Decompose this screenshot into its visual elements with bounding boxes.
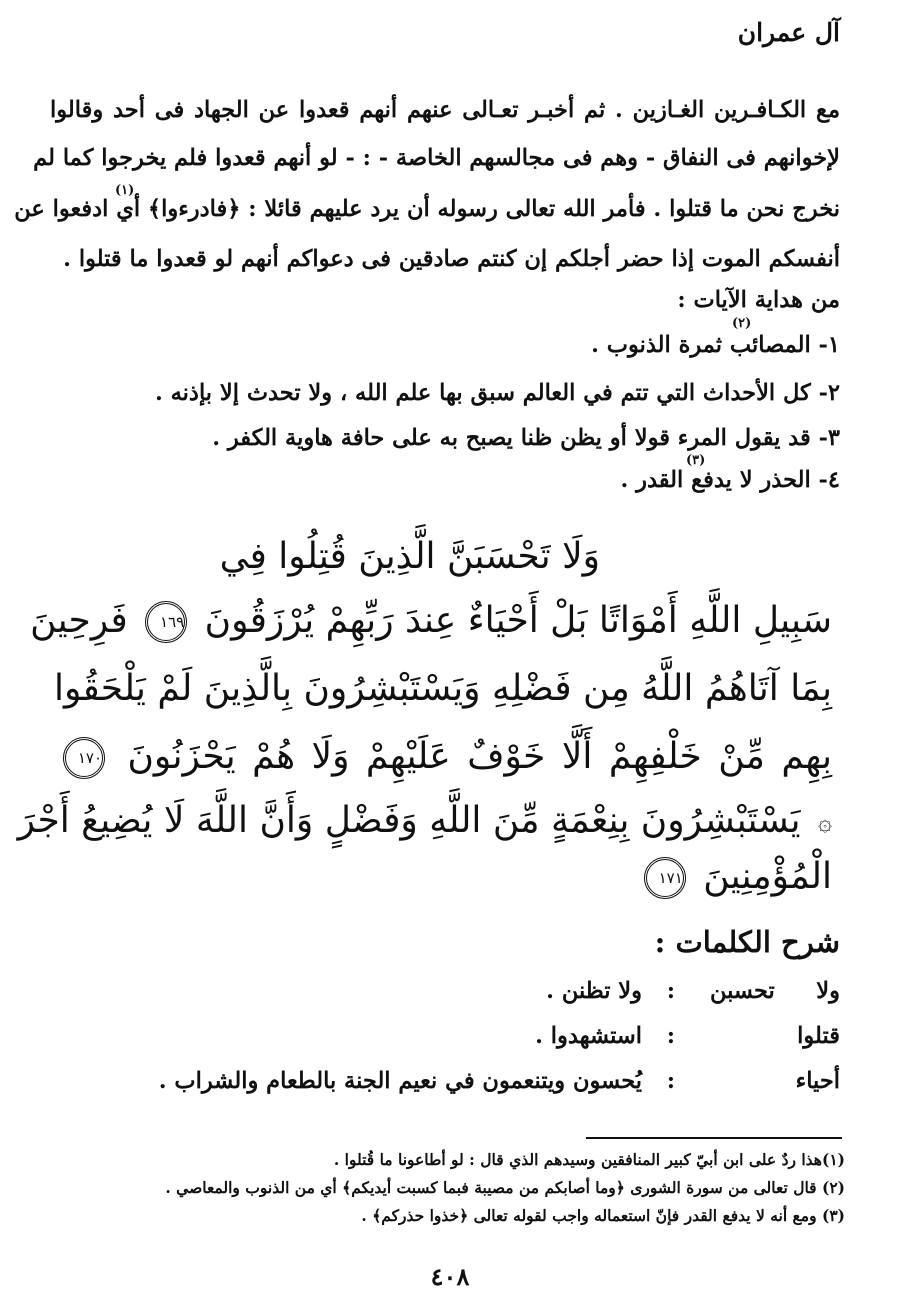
- commentary-line-2: لإخوانهم فى النفاق - وهم فى مجالسهم الخاصة - : - لو أنهم قعدوا فلم يخرجوا كما لم: [33, 145, 840, 171]
- verse-line-1: وَلَا تَحْسَبَنَّ الَّذِينَ قُتِلُوا فِي: [219, 536, 600, 577]
- guidance-item-2: ٢- كل الأحداث التي تتم في العالم سبق بها علم الله ، ولا تحدث إلا بإذنه .: [154, 380, 840, 406]
- footnote-1: (١)هذا ردٌ على ابن أبيّ كبير المنافقين وسيدهم الذي قال : لو أطاعونا ما قُتلوا .: [333, 1150, 845, 1169]
- footnote-marker-3: (٣): [686, 453, 706, 468]
- glossary-definition: ولا تظنن .: [546, 978, 642, 1004]
- glossary-colon: :: [666, 1068, 675, 1094]
- footnote-divider: [586, 1137, 842, 1139]
- verse-line-4-text: بِهِم مِّنْ خَلْفِهِمْ أَلَّا خَوْفٌ عَلَيْهِمْ وَلَا هُمْ يَحْزَنُونَ: [127, 736, 833, 777]
- footnote-marker-2: (٢): [732, 316, 752, 331]
- glossary-definition: استشهدوا .: [535, 1023, 642, 1049]
- glossary-row-1: [50, 978, 840, 1018]
- verse-line-2: [30, 600, 832, 643]
- commentary-line-4: أنفسكم الموت إذا حضر أجلكم إن كنتم صادقين فى دعواكم أنهم لو قعدوا ما قتلوا .: [63, 246, 840, 272]
- footnote-3: (٣) ومع أنه لا يدفع القدر فإنّ استعماله واجب لقوله تعالى ﴿خذوا حذركم﴾ .: [361, 1206, 845, 1225]
- ayah-number-169: ١٦٩: [145, 601, 187, 643]
- footnote-2: (٢) قال تعالى من سورة الشورى ﴿وما أصابكم من مصيبة فبما كسبت أيديكم﴾ أي من الذنوب والمعاصي .: [165, 1178, 845, 1197]
- verse-line-6-text: الْمُؤْمِنِينَ: [703, 856, 832, 897]
- glossary-row-2: [50, 1023, 840, 1063]
- glossary-heading: شرح الكلمات :: [654, 925, 840, 959]
- glossary-term: ولا تحسبن: [710, 978, 840, 1004]
- guidance-heading: من هداية الآيات :: [677, 287, 840, 313]
- glossary-term: أحياء: [795, 1068, 840, 1094]
- glossary-definition: يُحسون ويتنعمون في نعيم الجنة بالطعام والشراب .: [158, 1068, 642, 1094]
- verse-line-2-tail: فَرِحِينَ: [30, 600, 128, 641]
- ayah-number-171: ١٧١: [644, 857, 686, 899]
- commentary-line-1: مع الكـافـرين الغـازين . ثم أخبـر تعـالى عنهم أنهم قعدوا عن الجهاد فى أحد وقالوا: [50, 97, 840, 123]
- verse-line-4: [57, 736, 832, 779]
- verse-line-6: [57, 856, 832, 899]
- rub-el-hizb-icon: ۞: [817, 808, 832, 836]
- verse-line-5: [17, 800, 832, 841]
- glossary-colon: :: [666, 1023, 675, 1049]
- commentary-line-3: نخرج نحن ما قتلوا . فأمر الله تعالى رسوله أن يرد عليهم قائلا : ﴿فادرءوا﴾ أي ادفعوا عن: [14, 196, 840, 222]
- verse-line-5-text: يَسْتَبْشِرُونَ بِنِعْمَةٍ مِّنَ اللَّهِ وَفَضْلٍ وَأَنَّ اللَّهَ لَا يُضِيعُ أَجْرَ: [17, 800, 801, 841]
- verse-line-2-text: سَبِيلِ اللَّهِ أَمْوَاتًا بَلْ أَحْيَاءٌ عِندَ رَبِّهِمْ يُرْزَقُونَ: [204, 600, 832, 641]
- guidance-item-1: ١- المصائب ثمرة الذنوب .: [591, 332, 840, 358]
- page-number: ٤٠٨: [430, 1262, 470, 1291]
- guidance-item-4: ٤- الحذر لا يدفع القدر .: [620, 467, 840, 493]
- ayah-number-170: ١٧٠: [63, 737, 105, 779]
- footnote-marker-1: (١): [115, 183, 135, 198]
- surah-header: آل عمران: [737, 18, 840, 47]
- glossary-term: قتلوا: [797, 1023, 840, 1049]
- verse-line-3: بِمَا آتَاهُمُ اللَّهُ مِن فَضْلِهِ وَيَسْتَبْشِرُونَ بِالَّذِينَ لَمْ يَلْحَقُوا: [53, 668, 832, 709]
- glossary-row-3: [50, 1068, 840, 1108]
- guidance-item-3: ٣- قد يقول المرء قولا أو يظن ظنا يصبح به على حافة هاوية الكفر .: [212, 425, 840, 451]
- glossary-colon: :: [666, 978, 675, 1004]
